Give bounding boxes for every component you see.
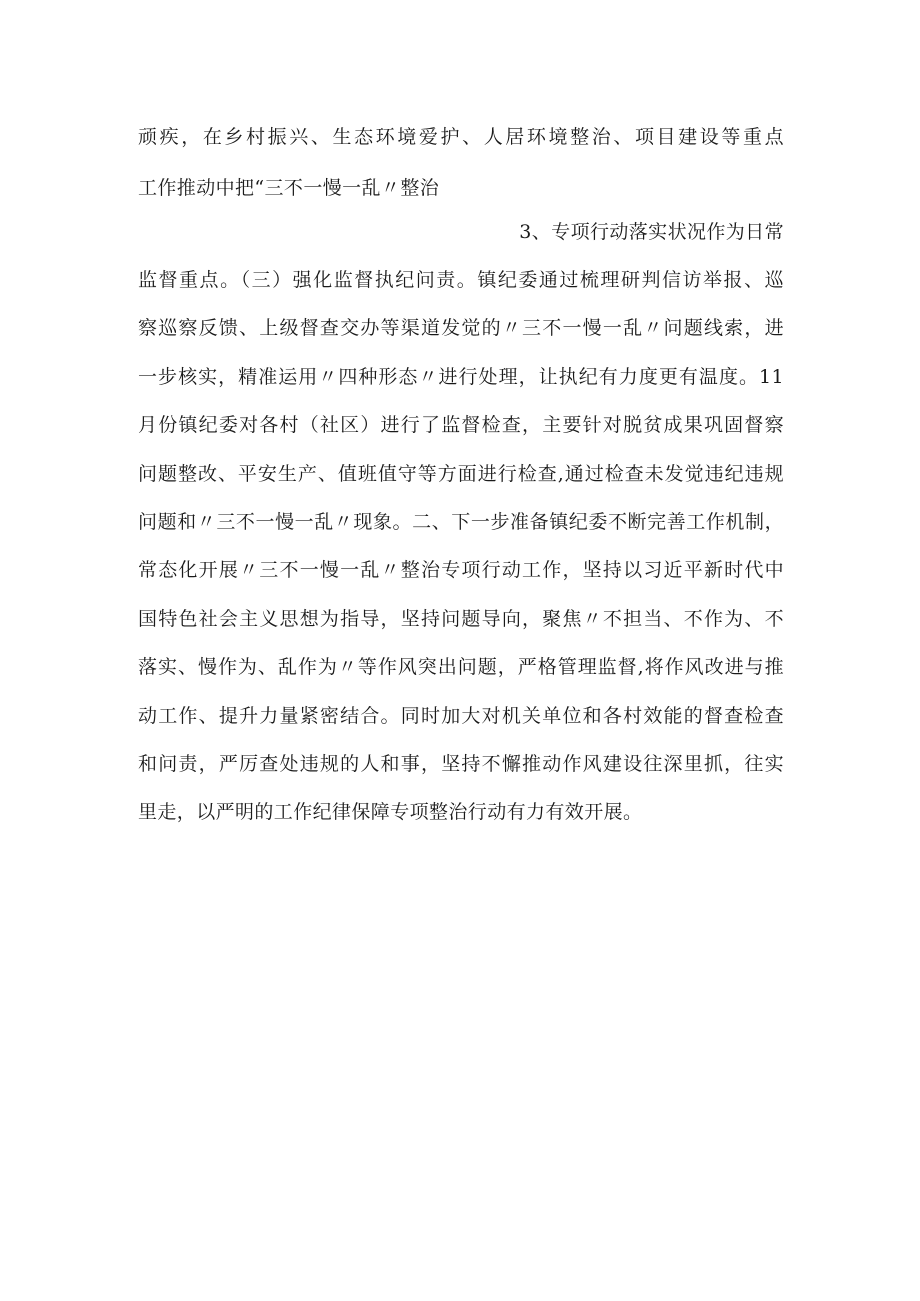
text-line: 问题和〃三不一慢一乱〃现象。二、下一步准备镇纪委不断完善工作机制， (138, 511, 784, 533)
text-line: 常态化开展〃三不一慢一乱〃整治专项行动工作，坚持以习近平新时代中 (138, 559, 784, 581)
text-line: 问题整改、平安生产、值班值守等方面进行检查,通过检查未发觉违纪违规 (138, 463, 784, 485)
text-line: 察巡察反馈、上级督查交办等渠道发觉的〃三不一慢一乱〃问题线索，进 (138, 317, 784, 339)
text-line: 落实、慢作为、乱作为〃等作风突出问题，严格管理监督,将作风改进与推 (138, 656, 784, 678)
text-line: 顽疾，在乡村振兴、生态环境爱护、人居环境整治、项目建设等重点 (138, 126, 784, 148)
text-line: 国特色社会主义思想为指导，坚持问题导向，聚焦〃不担当、不作为、不 (138, 608, 784, 630)
text-line: 一步核实，精准运用〃四种形态〃进行处理，让执纪有力度更有温度。11 (138, 366, 784, 388)
text-line: 和问责，严厉查处违规的人和事，坚持不懈推动作风建设往深里抓，往实 (138, 753, 784, 775)
text-line: 里走，以严明的工作纪律保障专项整治行动有力有效开展。 (138, 801, 643, 823)
text-line: 3、专项行动落实状况作为日常 (519, 221, 784, 243)
text-line: 工作推动中把“三不一慢一乱〃整治 (138, 177, 440, 199)
text-line: 监督重点。（三）强化监督执纪问责。镇纪委通过梳理研判信访举报、巡 (138, 269, 784, 291)
text-line: 动工作、提升力量紧密结合。同时加大对机关单位和各村效能的督查检查 (138, 705, 784, 727)
text-line: 月份镇纪委对各村（社区）进行了监督检查，主要针对脱贫成果巩固督察 (138, 414, 784, 436)
